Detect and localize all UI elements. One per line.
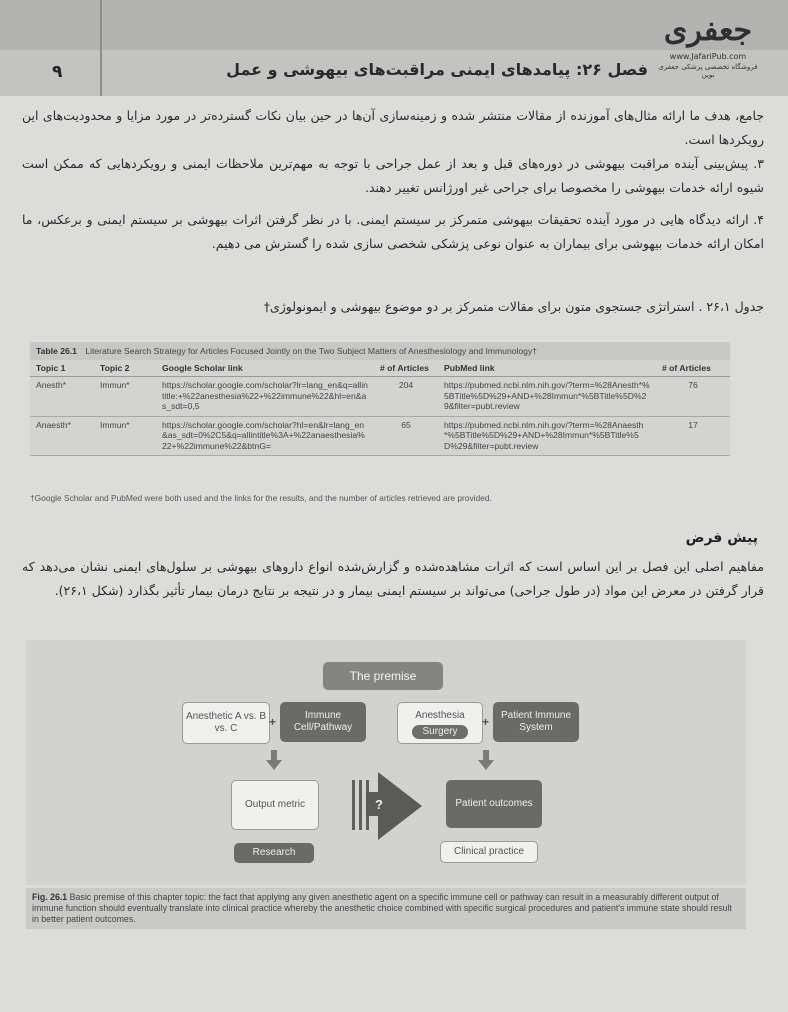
clinical-practice-label: Clinical practice [440, 841, 538, 863]
research-label: Research [234, 843, 314, 863]
table-row [30, 416, 730, 456]
paragraph-1: جامع، هدف ما ارائه مثال‌های آموزنده از مقالات منتشر شده و زمینه‌سازی آن‌ها در حین بیان نکات گسترده‌تر در مورد مزایا و محدودیت‌های این رویکردها است. [22, 108, 764, 147]
logo-mark-icon: ﺟﻌﻔﺮﯼ [663, 13, 753, 48]
literature-table [30, 342, 730, 456]
column-header: PubMed link [438, 360, 656, 377]
topic1-cell: Anaesth* [30, 416, 94, 456]
pubmed-link[interactable]: https://pubmed.ncbi.nlm.nih.gov/?term=%28Anesth*%5BTitle%5D%29+AND+%28Immun*%5BTitle%5D%29&filter=pubt.review [438, 377, 656, 417]
table-title-text: Literature Search Strategy for Articles Focused Jointly on the Two Subject Matters of Anesthesiology and Immunology† [85, 346, 538, 356]
header-divider [100, 0, 102, 96]
table-label: Table 26.1 [36, 346, 77, 356]
table-grid [30, 360, 730, 456]
figure-label: Fig. 26.1 [32, 892, 68, 902]
anesthesia-box [397, 702, 483, 744]
surgery-pill: Surgery [412, 725, 467, 739]
figure-caption-text: Basic premise of this chapter topic: the fact that applying any given anesthetic agent on a specific immune cell or pathway can result in a measurably different output of immune function should eventually translate into clinical practice whereby the anesthetic choice combined with specific surgical procedures and patient's immune state should result in better patient outcomes. [32, 892, 732, 924]
column-header: Topic 2 [94, 360, 156, 377]
anesthetic-box: Anesthetic A vs. B vs. C [182, 702, 270, 744]
topic2-cell: Immun* [94, 416, 156, 456]
arrow-down-icon [271, 750, 277, 760]
table-title [30, 342, 730, 360]
plus-sign: + [269, 715, 277, 729]
anesthesia-label: Anesthesia [415, 709, 465, 721]
table-footnote: †Google Scholar and PubMed were both used and the links for the results, and the number of articles retrieved are provided. [30, 493, 492, 503]
logo-subtitle: فروشگاه تخصصی پزشکی جعفری نوین [658, 63, 758, 79]
table-row [30, 377, 730, 417]
scholar-count: 204 [374, 377, 438, 417]
page-header [0, 0, 788, 96]
column-header: # of Articles [374, 360, 438, 377]
patient-immune-box: Patient Immune System [493, 702, 579, 742]
scholar-count: 65 [374, 416, 438, 456]
section-title: پیش فرض [685, 530, 758, 546]
premise-box: The premise [323, 662, 443, 690]
paragraph-4: مفاهیم اصلی این فصل بر این اساس است که اثرات مشاهده‌شده و گزارش‌شده انواع داروهای بیهوشی بر سلول‌های ایمنی نشان می‌دهد که قرار گرفتن در معرض این مواد (در طول جراحی) می‌تواند بر سیستم ایمنی بیمار و در نتیجه بر نتایج درمان بیمار تأثیر بگذارد (شکل ۲۶،۱). [22, 559, 764, 598]
publisher-logo [656, 14, 760, 92]
arrow-down-icon [266, 760, 282, 770]
page-number: ۹ [52, 62, 63, 82]
patient-outcomes-box: Patient outcomes [446, 780, 542, 828]
table-header-row [30, 360, 730, 377]
column-header: Google Scholar link [156, 360, 374, 377]
column-header: # of Articles [656, 360, 730, 377]
pubmed-count: 17 [656, 416, 730, 456]
chapter-title: فصل ۲۶: پیامدهای ایمنی مراقبت‌های بیهوشی و عمل [226, 60, 648, 79]
premise-diagram [26, 640, 746, 885]
topic2-cell: Immun* [94, 377, 156, 417]
table-caption: جدول ۲۶،۱ . استراتژی جستجوی متون برای مقالات متمرکز بر دو موضوع بیهوشی و ایمونولوژی† [263, 299, 764, 314]
paragraph-3: ۴. ارائه دیدگاه هایی در مورد آینده تحقیقات بیهوشی متمرکز بر سیستم ایمنی. با در نظر گرفتن اثرات بیهوشی بر سیستم ایمنی و برعکس، ما امکان ارائه خدمات بیهوشی برای بیماران به عنوان نوعی پزشکی شخصی سازی شده را گسترش می دهیم. [22, 212, 764, 251]
topic1-cell: Anesth* [30, 377, 94, 417]
column-header: Topic 1 [30, 360, 94, 377]
plus-sign: + [482, 715, 490, 729]
logo-url: www.JafariPub.com [669, 52, 747, 61]
output-metric-box: Output metric [231, 780, 319, 830]
scholar-link[interactable]: https://scholar.google.com/scholar?lr=lang_en&q=allintitle:+%22anesthesia%22+%22immune%22&hl=en&as_sdt=0,5 [156, 377, 374, 417]
arrow-down-icon [478, 760, 494, 770]
paragraph-2: ۳. پیش‌بینی آینده مراقبت بیهوشی در دوره‌های قبل و بعد از عمل جراحی با توجه به مهم‌ترین ملاحظات ایمنی و رویکردهایی که ممکن است شیوه ارائه خدمات بیهوشی را مخصوصا برای جراحی غیر اورژانس تغییر دهند. [22, 156, 764, 195]
immune-pathway-box: Immune Cell/Pathway [280, 702, 366, 742]
pubmed-count: 76 [656, 377, 730, 417]
question-mark: ? [366, 792, 392, 816]
arrow-down-icon [483, 750, 489, 760]
pubmed-link[interactable]: https://pubmed.ncbi.nlm.nih.gov/?term=%28Anaesth*%5BTitle%5D%29+AND+%28Immun*%5BTitle%5D%29&filter=pubt.review [438, 416, 656, 456]
figure-caption [26, 888, 746, 929]
scholar-link[interactable]: https://scholar.google.com/scholar?hl=en&lr=lang_en&as_sdt=0%2C5&q=allintitle%3A+%22anaesthesia%22+%22immune%22&btnG= [156, 416, 374, 456]
